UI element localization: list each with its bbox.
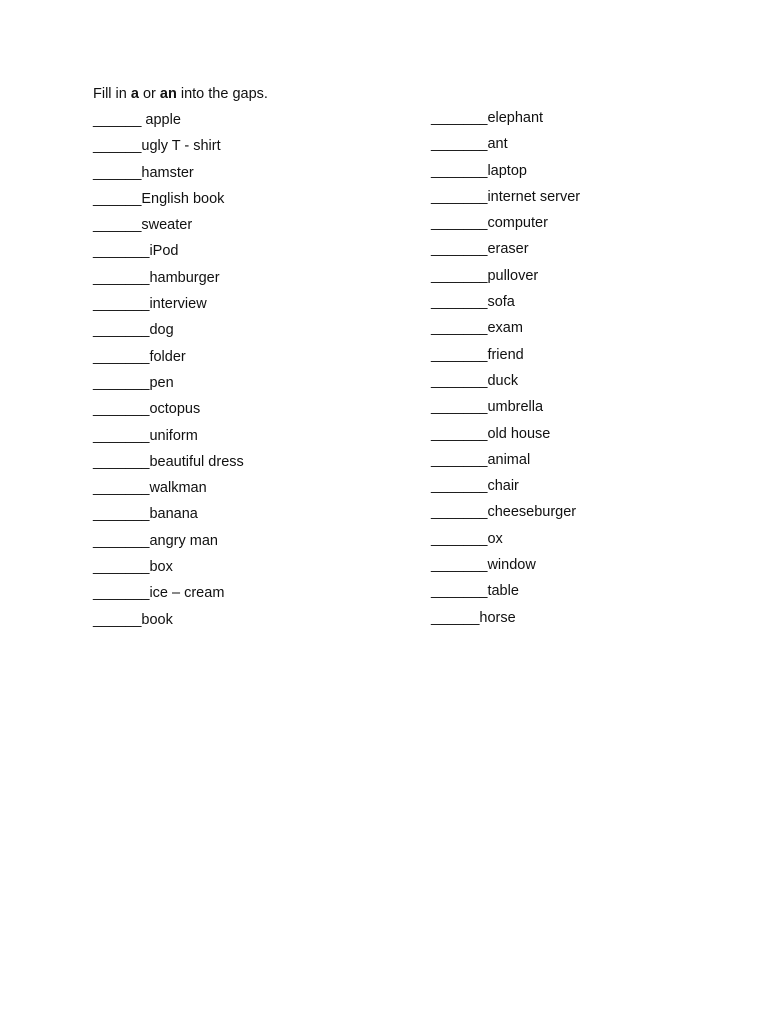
list-item: _______umbrella: [431, 399, 544, 416]
left-word-list: [93, 112, 244, 638]
list-item: _______sofa: [431, 294, 515, 311]
list-item: _______angry man: [93, 532, 218, 549]
list-item: ______hamster: [93, 164, 194, 181]
list-item: _______computer: [431, 215, 548, 232]
list-item: _______exam: [431, 320, 523, 337]
list-item: _______friend: [431, 346, 524, 363]
instruction-after: into the gaps.: [176, 86, 268, 102]
list-item: _______ice – cream: [93, 585, 225, 602]
list-item: _______hamburger: [93, 269, 220, 286]
list-item: _______elephant: [431, 110, 544, 126]
list-item: _______folder: [93, 348, 186, 365]
list-item: ______ apple: [93, 112, 181, 128]
list-item: _______window: [431, 557, 536, 574]
list-item: _______duck: [431, 372, 519, 389]
instruction-before: Fill in: [93, 86, 131, 102]
list-item: _______laptop: [431, 162, 527, 179]
list-item: ______ugly T - shirt: [93, 138, 221, 155]
list-item: ______English book: [93, 190, 225, 207]
list-item: _______beautiful dress: [93, 453, 244, 470]
list-item: _______banana: [93, 506, 198, 523]
list-item: _______box: [93, 559, 173, 576]
list-item: _______pen: [93, 374, 174, 391]
list-item: _______iPod: [93, 243, 179, 260]
list-item: ______book: [93, 611, 173, 628]
list-item: _______walkman: [93, 480, 207, 497]
list-item: _______ant: [431, 136, 508, 153]
list-item: _______animal: [431, 451, 531, 468]
list-item: _______interview: [93, 296, 207, 313]
list-item: ______horse: [431, 609, 516, 626]
instruction-middle: or: [138, 86, 160, 102]
instruction-word-a: a: [130, 86, 139, 102]
right-word-list: [431, 110, 580, 636]
list-item: _______dog: [93, 322, 174, 339]
list-item: _______pullover: [431, 267, 539, 284]
list-item: _______chair: [431, 478, 519, 495]
list-item: _______ox: [431, 530, 503, 547]
list-item: _______cheeseburger: [431, 504, 577, 521]
instruction-word-an: an: [159, 86, 177, 102]
list-item: _______internet server: [431, 188, 581, 205]
list-item: _______table: [431, 583, 519, 600]
list-item: ______sweater: [93, 217, 193, 234]
list-item: _______eraser: [431, 241, 529, 258]
instruction-text: [93, 86, 268, 103]
list-item: _______octopus: [93, 401, 201, 418]
list-item: _______old house: [431, 425, 551, 442]
list-item: _______uniform: [93, 427, 198, 444]
